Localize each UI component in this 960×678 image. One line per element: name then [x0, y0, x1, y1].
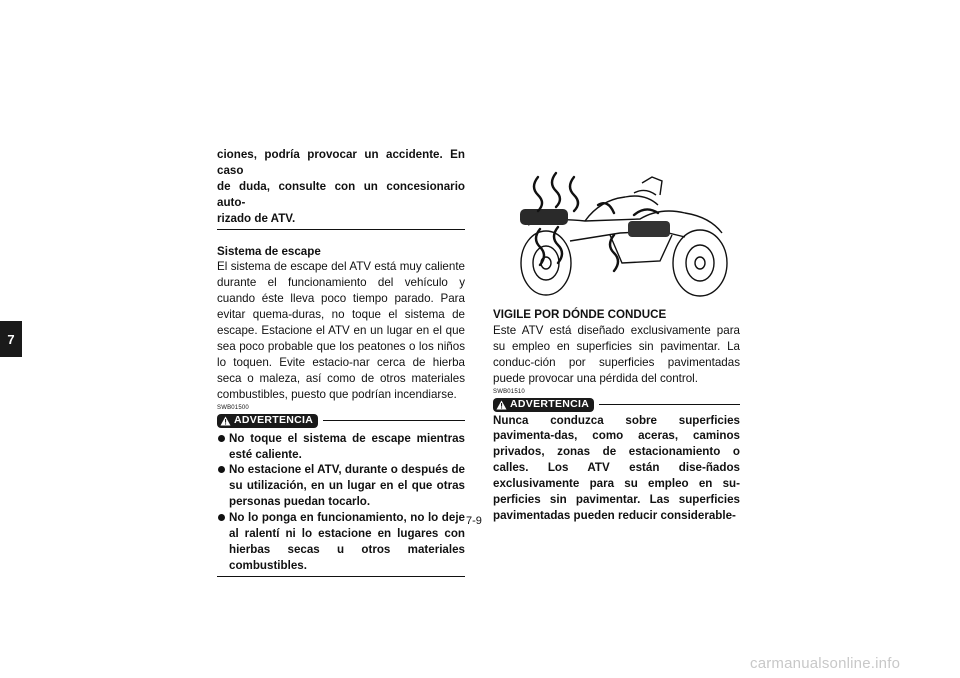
warning-label: ADVERTENCIA [234, 413, 314, 426]
watermark: carmanualsonline.info [750, 655, 901, 672]
section-paragraph: Este ATV está diseñado exclusivamente para su empleo en superficies sin pavimentar. La conduc-ción por superficies pavimentadas puede provocar una pérdida del control. [493, 323, 740, 385]
right-column [493, 307, 740, 524]
atv-hot-exhaust-illustration [510, 165, 740, 300]
intro-line: ciones, podría provocar un accidente. En caso [217, 148, 465, 177]
warning-triangle-icon [496, 400, 507, 410]
warning-text: Nunca conduzca sobre superficies pavimenta-das, como aceras, caminos privados, zonas de estacionamiento o calles. Los ATV están dise-ñados exclusivamente para su empleo en su-perficies sin pavimentar. Las superficies pavimentadas pueden reducir considerable- [493, 413, 740, 522]
left-column [217, 147, 465, 577]
warning-triangle-icon [220, 416, 231, 426]
warning-header [493, 397, 740, 413]
warning-header [217, 413, 465, 429]
list-item: No estacione el ATV, durante o después de su utilización, en un lugar en el que otras personas puedan tocarlo. [217, 462, 465, 510]
chapter-number: 7 [7, 331, 15, 347]
page-number: 7-9 [466, 515, 482, 527]
warning-rule [599, 404, 740, 405]
warning-badge [217, 414, 318, 428]
warning-end-rule [217, 576, 465, 577]
list-item: No lo ponga en funcionamiento, no lo deje al ralentí ni lo estacione en lugares con hierbas secas u otros materiales combustibles. [217, 510, 465, 574]
section-paragraph: El sistema de escape del ATV está muy caliente durante el funcionamiento del vehículo y cuando éste lleva poco tiempo parado. Para evitar quema-duras, no toque el sistema de escape. Estacione el ATV en un lugar en el que sea poco probable que los peatones o los niños lo toquen. Evite estacio-nar cerca de hierba seca o maleza, así como de otros materiales combustibles, puesto que podrían incendiarse. [217, 260, 465, 401]
warning-rule [323, 420, 465, 421]
warning-badge [493, 398, 594, 412]
reference-code: SWB01500 [217, 404, 249, 411]
reference-code: SWB01510 [493, 388, 525, 395]
intro-warning-continuation [217, 147, 465, 227]
warning-label: ADVERTENCIA [510, 397, 590, 410]
list-item: No toque el sistema de escape mientras esté caliente. [217, 431, 465, 463]
intro-line: de duda, consulte con un concesionario auto- [217, 179, 465, 209]
chapter-tab [0, 321, 22, 357]
warning-list [217, 431, 465, 574]
section-heading: VIGILE POR DÓNDE CONDUCE [493, 308, 667, 321]
intro-line: rizado de ATV. [217, 211, 296, 225]
section-heading: Sistema de escape [217, 244, 321, 258]
